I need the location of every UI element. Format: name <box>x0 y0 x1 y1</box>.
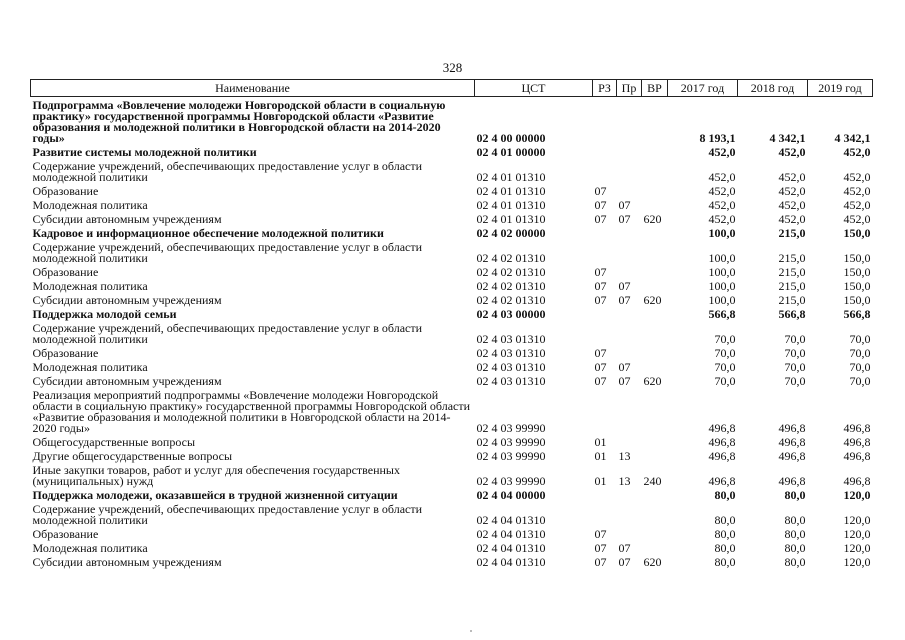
cell-name: Поддержка молодой семьи <box>32 307 177 321</box>
cell-pr: 07 <box>618 360 631 374</box>
cell-cst: 02 4 02 01310 <box>476 293 546 307</box>
cell-2018: 452,0 <box>778 212 806 226</box>
cell-2017: 100,0 <box>708 265 736 279</box>
cell-rz: 07 <box>594 184 607 198</box>
budget-table <box>30 79 873 568</box>
table-row <box>31 448 873 462</box>
cell-2017: 452,0 <box>708 212 736 226</box>
cell-name: Образование <box>32 527 99 541</box>
cell-vr: 620 <box>643 212 662 226</box>
cell-rz: 01 <box>594 449 607 463</box>
cell-name: Содержание учреждений, обеспечивающих предоставление услуг в области молодежной политики <box>32 159 423 184</box>
cell-vr <box>642 434 668 448</box>
cell-2017: 496,8 <box>708 474 736 488</box>
cell-2017: 452,0 <box>708 170 736 184</box>
cell-2019: 452,0 <box>843 170 871 184</box>
cell-name: Молодежная политика <box>32 360 148 374</box>
cell-pr <box>617 387 642 434</box>
cell-2018: 215,0 <box>778 265 806 279</box>
cell-pr: 07 <box>618 279 631 293</box>
cell-name: Иные закупки товаров, работ и услуг для обеспечения государственных (муниципальных) нужд <box>32 463 400 488</box>
cell-rz: 07 <box>594 555 607 569</box>
cell-rz: 07 <box>594 541 607 555</box>
cell-cst: 02 4 02 01310 <box>476 279 546 293</box>
cell-vr: 620 <box>643 293 662 307</box>
cell-vr <box>642 225 668 239</box>
cell-vr <box>642 448 668 462</box>
cell-pr: 13 <box>618 474 631 488</box>
cell-cst: 02 4 03 01310 <box>476 332 546 346</box>
cell-2017: 496,8 <box>708 421 736 435</box>
cell-pr: 07 <box>618 198 631 212</box>
table-row <box>31 501 873 526</box>
cell-2018: 70,0 <box>784 374 806 388</box>
cell-2017: 70,0 <box>714 346 736 360</box>
cell-2019: 496,8 <box>843 435 871 449</box>
cell-pr: 13 <box>618 449 631 463</box>
cell-2017: 70,0 <box>714 332 736 346</box>
cell-pr <box>617 239 642 264</box>
cell-2018: 496,8 <box>778 421 806 435</box>
cell-2019: 120,0 <box>843 527 871 541</box>
cell-vr: 620 <box>643 555 662 569</box>
cell-2017: 80,0 <box>714 555 736 569</box>
scan-dot <box>470 630 472 632</box>
cell-vr <box>642 487 668 501</box>
cell-vr <box>642 97 668 145</box>
cell-2018: 566,8 <box>778 307 806 321</box>
cell-pr <box>617 306 642 320</box>
cell-rz: 07 <box>594 346 607 360</box>
header-2019: 2019 год <box>808 80 873 97</box>
cell-rz: 07 <box>594 265 607 279</box>
cell-2018: 215,0 <box>778 251 806 265</box>
cell-2019: 120,0 <box>843 555 871 569</box>
cell-2019: 496,8 <box>843 449 871 463</box>
cell-2019: 496,8 <box>843 474 871 488</box>
cell-cst: 02 4 04 01310 <box>476 513 546 527</box>
cell-vr <box>642 320 668 345</box>
cell-cst: 02 4 04 01310 <box>476 527 546 541</box>
table-row <box>31 197 873 211</box>
cell-2017: 70,0 <box>714 374 736 388</box>
cell-rz <box>593 320 617 345</box>
cell-2019: 150,0 <box>843 293 871 307</box>
table-row <box>31 292 873 306</box>
cell-name: Реализация мероприятий подпрограммы «Вовлечение молодежи Новгородской области в социальную практику» государственной программы Новгородской области «Развитие образования и молодежной политики в Новгородской области на 2014-2020 годы» <box>32 388 471 435</box>
cell-2019: 70,0 <box>849 374 871 388</box>
cell-2019: 70,0 <box>849 346 871 360</box>
table-row <box>31 462 873 487</box>
header-vr: ВР <box>642 80 668 97</box>
table-row-section <box>31 97 873 145</box>
cell-cst: 02 4 01 01310 <box>476 212 546 226</box>
table-row-section <box>31 306 873 320</box>
cell-rz <box>593 239 617 264</box>
cell-rz: 01 <box>594 435 607 449</box>
cell-rz <box>593 487 617 501</box>
cell-2019: 566,8 <box>843 307 871 321</box>
cell-2017: 496,8 <box>708 435 736 449</box>
cell-name: Молодежная политика <box>32 541 148 555</box>
table-row <box>31 278 873 292</box>
cell-2017: 80,0 <box>714 541 736 555</box>
cell-cst: 02 4 01 01310 <box>476 170 546 184</box>
table-row <box>31 239 873 264</box>
cell-name: Субсидии автономным учреждениям <box>32 555 222 569</box>
cell-2017: 80,0 <box>714 513 736 527</box>
cell-cst: 02 4 04 01310 <box>476 541 546 555</box>
cell-vr <box>642 278 668 292</box>
cell-rz <box>593 501 617 526</box>
cell-2018: 452,0 <box>778 170 806 184</box>
table-body <box>31 97 873 569</box>
cell-cst: 02 4 02 01310 <box>476 265 546 279</box>
cell-vr <box>642 158 668 183</box>
cell-pr <box>617 144 642 158</box>
cell-name: Содержание учреждений, обеспечивающих предоставление услуг в области молодежной политики <box>32 502 423 527</box>
cell-2018: 215,0 <box>778 293 806 307</box>
cell-pr <box>617 183 642 197</box>
table-row <box>31 264 873 278</box>
cell-2017: 80,0 <box>714 488 736 502</box>
cell-2018: 70,0 <box>784 346 806 360</box>
cell-2018: 496,8 <box>778 474 806 488</box>
cell-2019: 452,0 <box>843 184 871 198</box>
cell-cst: 02 4 03 99990 <box>476 421 546 435</box>
cell-2019: 452,0 <box>843 145 871 159</box>
cell-2017: 452,0 <box>708 198 736 212</box>
cell-cst: 02 4 03 00000 <box>476 307 546 321</box>
cell-name: Содержание учреждений, обеспечивающих предоставление услуг в области молодежной политики <box>32 240 423 265</box>
cell-name: Субсидии автономным учреждениям <box>32 293 222 307</box>
table-row <box>31 320 873 345</box>
cell-rz: 07 <box>594 293 607 307</box>
header-2018: 2018 год <box>738 80 808 97</box>
cell-pr <box>617 526 642 540</box>
cell-2019: 4 342,1 <box>834 131 871 145</box>
cell-2017: 566,8 <box>708 307 736 321</box>
cell-name: Содержание учреждений, обеспечивающих предоставление услуг в области молодежной политики <box>32 321 423 346</box>
cell-vr <box>642 239 668 264</box>
cell-cst: 02 4 01 01310 <box>476 198 546 212</box>
cell-pr <box>617 320 642 345</box>
cell-2019: 70,0 <box>849 332 871 346</box>
cell-rz <box>593 225 617 239</box>
cell-cst: 02 4 04 01310 <box>476 555 546 569</box>
cell-2019: 452,0 <box>843 198 871 212</box>
cell-2017: 100,0 <box>708 251 736 265</box>
cell-vr <box>642 540 668 554</box>
cell-vr: 240 <box>643 474 662 488</box>
cell-rz: 07 <box>594 360 607 374</box>
cell-2018: 452,0 <box>778 184 806 198</box>
cell-2018: 70,0 <box>784 332 806 346</box>
cell-2018: 496,8 <box>778 449 806 463</box>
cell-name: Другие общегосударственные вопросы <box>32 449 233 463</box>
cell-cst: 02 4 01 01310 <box>476 184 546 198</box>
cell-2018: 4 342,1 <box>769 131 806 145</box>
cell-2019: 150,0 <box>843 279 871 293</box>
cell-pr <box>617 345 642 359</box>
cell-name: Образование <box>32 265 99 279</box>
header-2017: 2017 год <box>668 80 738 97</box>
cell-pr <box>617 225 642 239</box>
cell-2019: 150,0 <box>843 265 871 279</box>
cell-2018: 452,0 <box>778 198 806 212</box>
cell-vr <box>642 144 668 158</box>
cell-name: Развитие системы молодежной политики <box>32 145 257 159</box>
cell-name: Поддержка молодежи, оказавшейся в трудной жизненной ситуации <box>32 488 398 502</box>
cell-cst: 02 4 03 01310 <box>476 374 546 388</box>
cell-vr <box>642 387 668 434</box>
cell-2018: 70,0 <box>784 360 806 374</box>
table-row-section <box>31 144 873 158</box>
cell-2018: 215,0 <box>778 226 806 240</box>
cell-rz <box>593 144 617 158</box>
table-row <box>31 373 873 387</box>
table-row <box>31 554 873 568</box>
cell-2017: 452,0 <box>708 145 736 159</box>
cell-pr <box>617 158 642 183</box>
cell-2019: 452,0 <box>843 212 871 226</box>
header-cst: ЦСТ <box>475 80 593 97</box>
cell-2017: 100,0 <box>708 226 736 240</box>
table-row-section <box>31 487 873 501</box>
cell-cst: 02 4 03 99990 <box>476 435 546 449</box>
cell-name: Субсидии автономным учреждениям <box>32 212 222 226</box>
cell-pr: 07 <box>618 555 631 569</box>
cell-rz <box>593 158 617 183</box>
table-row <box>31 345 873 359</box>
cell-2019: 120,0 <box>843 513 871 527</box>
cell-pr: 07 <box>618 374 631 388</box>
cell-2019: 70,0 <box>849 360 871 374</box>
cell-rz: 01 <box>594 474 607 488</box>
cell-cst: 02 4 04 00000 <box>476 488 546 502</box>
cell-pr <box>617 487 642 501</box>
header-rz: РЗ <box>593 80 617 97</box>
cell-name: Кадровое и информационное обеспечение молодежной политики <box>32 226 384 240</box>
cell-cst: 02 4 01 00000 <box>476 145 546 159</box>
cell-pr: 07 <box>618 541 631 555</box>
cell-pr <box>617 264 642 278</box>
cell-vr <box>642 264 668 278</box>
cell-2019: 150,0 <box>843 226 871 240</box>
table-row <box>31 434 873 448</box>
cell-2019: 120,0 <box>843 488 871 502</box>
cell-vr: 620 <box>643 374 662 388</box>
table-row <box>31 211 873 225</box>
table-row <box>31 158 873 183</box>
cell-cst: 02 4 00 00000 <box>476 131 546 145</box>
cell-cst: 02 4 03 99990 <box>476 474 546 488</box>
table-row <box>31 526 873 540</box>
cell-2018: 80,0 <box>784 488 806 502</box>
cell-2017: 100,0 <box>708 293 736 307</box>
cell-vr <box>642 183 668 197</box>
page-number: 328 <box>442 60 463 75</box>
cell-2018: 80,0 <box>784 527 806 541</box>
cell-pr: 07 <box>618 212 631 226</box>
cell-name: Молодежная политика <box>32 279 148 293</box>
table-row <box>31 183 873 197</box>
cell-2017: 452,0 <box>708 184 736 198</box>
cell-2017: 80,0 <box>714 527 736 541</box>
cell-rz: 07 <box>594 198 607 212</box>
cell-vr <box>642 306 668 320</box>
cell-rz: 07 <box>594 527 607 541</box>
cell-pr <box>617 97 642 145</box>
table-header <box>31 80 873 97</box>
table-row-section <box>31 225 873 239</box>
cell-cst: 02 4 03 99990 <box>476 449 546 463</box>
cell-2017: 8 193,1 <box>699 131 736 145</box>
cell-rz: 07 <box>594 212 607 226</box>
cell-cst: 02 4 02 01310 <box>476 251 546 265</box>
cell-2019: 496,8 <box>843 421 871 435</box>
cell-vr <box>642 501 668 526</box>
cell-2019: 120,0 <box>843 541 871 555</box>
cell-vr <box>642 197 668 211</box>
cell-2018: 80,0 <box>784 555 806 569</box>
cell-name: Образование <box>32 184 99 198</box>
cell-name: Подпрограмма «Вовлечение молодежи Новгородской области в социальную практику» государственной программы Новгородской области «Развитие образования и молодежной политики в Новгородской области на 2014-2020 годы» <box>32 98 446 145</box>
cell-2018: 80,0 <box>784 513 806 527</box>
cell-2018: 452,0 <box>778 145 806 159</box>
cell-cst: 02 4 03 01310 <box>476 346 546 360</box>
table-row <box>31 387 873 434</box>
cell-2018: 215,0 <box>778 279 806 293</box>
cell-rz: 07 <box>594 279 607 293</box>
cell-name: Образование <box>32 346 99 360</box>
cell-name: Общегосударственные вопросы <box>32 435 196 449</box>
cell-vr <box>642 526 668 540</box>
cell-pr <box>617 501 642 526</box>
cell-2017: 70,0 <box>714 360 736 374</box>
cell-pr <box>617 434 642 448</box>
cell-2018: 496,8 <box>778 435 806 449</box>
header-pr: Пр <box>617 80 642 97</box>
cell-rz <box>593 97 617 145</box>
cell-pr: 07 <box>618 293 631 307</box>
table-row <box>31 540 873 554</box>
cell-vr <box>642 345 668 359</box>
cell-name: Субсидии автономным учреждениям <box>32 374 222 388</box>
cell-cst: 02 4 03 01310 <box>476 360 546 374</box>
cell-2017: 496,8 <box>708 449 736 463</box>
cell-2019: 150,0 <box>843 251 871 265</box>
cell-rz <box>593 306 617 320</box>
cell-vr <box>642 359 668 373</box>
cell-2018: 80,0 <box>784 541 806 555</box>
cell-rz <box>593 387 617 434</box>
cell-cst: 02 4 02 00000 <box>476 226 546 240</box>
header-name: Наименование <box>31 80 475 97</box>
cell-name: Молодежная политика <box>32 198 148 212</box>
cell-rz: 07 <box>594 374 607 388</box>
table-row <box>31 359 873 373</box>
cell-2017: 100,0 <box>708 279 736 293</box>
